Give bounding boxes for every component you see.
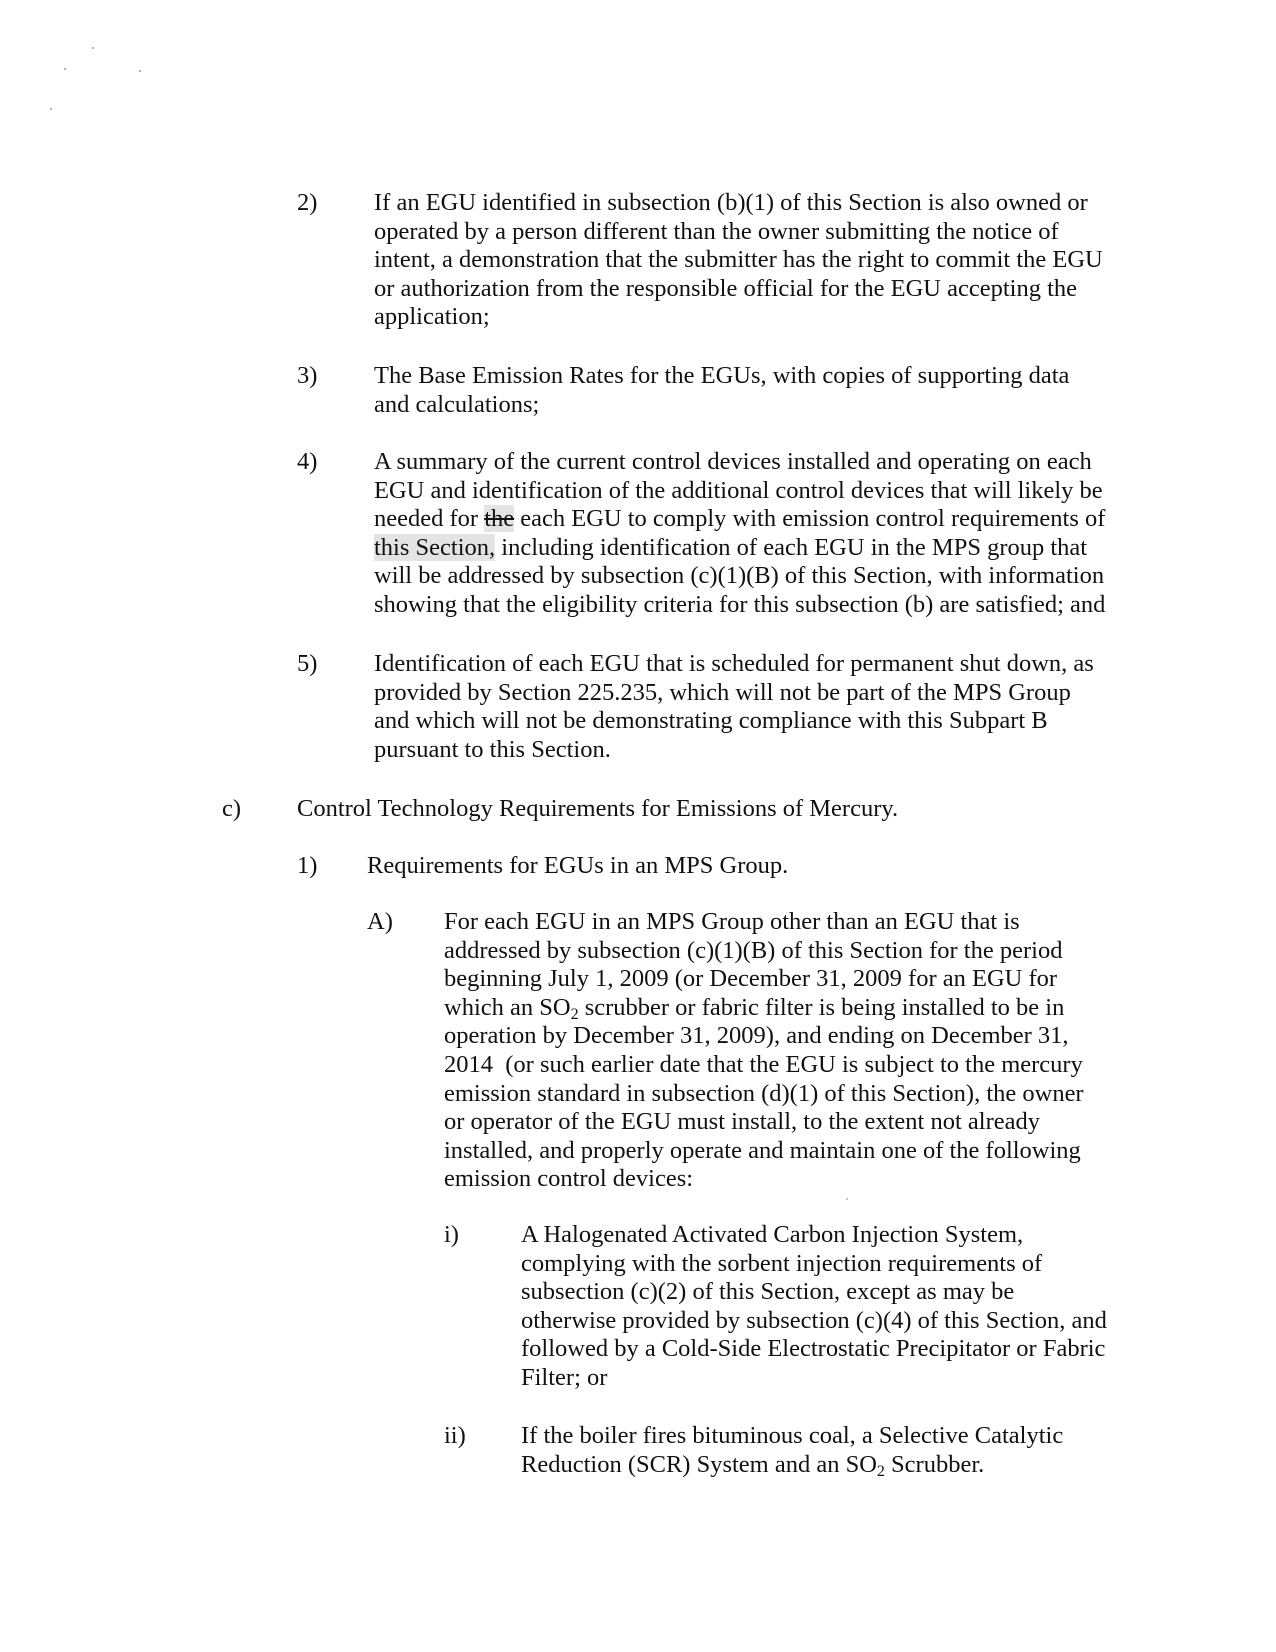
text-line: emission control devices: [444,1165,694,1193]
text-line [444,994,1064,1023]
text-line: A Halogenated Activated Carbon Injection System, [521,1221,1024,1248]
text-line: complying with the sorbent injection requirements of [521,1249,1043,1277]
text-line: If an EGU identified in subsection (b)(1) of this Section is also owned or [374,189,1088,216]
text-line: beginning July 1, 2009 (or December 31, 2009 for an EGU for [444,965,1058,993]
text-line: and which will not be demonstrating compliance with this Subpart B [374,707,1048,735]
text-line: Identification of each EGU that is scheduled for permanent shut down, as [374,650,1094,677]
text-line: followed by a Cold-Side Electrostatic Precipitator or Fabric [521,1335,1106,1363]
text-line: addressed by subsection (c)(1)(B) of this Section for the period [444,936,1063,964]
text-line: The Base Emission Rates for the EGUs, with copies of supporting data [374,362,1070,389]
text-segment: needed for [374,505,485,533]
text-line: Filter; or [521,1364,608,1391]
scan-speck [64,68,66,70]
heading-text: Control Technology Requirements for Emissions of Mercury. [297,795,899,822]
item-marker: 3) [297,362,318,389]
struck-text: the [484,505,515,533]
text-line: provided by Section 225.235, which will not be part of the MPS Group [374,678,1071,706]
item-marker: 5) [297,650,318,677]
text-line [374,505,1105,534]
text-line: emission standard in subsection (d)(1) of this Section), the owner [444,1079,1084,1107]
heading-text: Requirements for EGUs in an MPS Group. [367,852,789,879]
text-line: EGU and identification of the additional control devices that will likely be [374,476,1103,504]
text-line: A summary of the current control devices installed and operating on each [374,448,1092,475]
text-line [521,1451,984,1480]
item-marker: ii) [444,1422,466,1449]
text-line: and calculations; [374,390,540,418]
text-segment: which an SO [444,993,571,1021]
text-line: 2014 (or such earlier date that the EGU is subject to the mercury [444,1051,1083,1078]
text-line: will be addressed by subsection (c)(1)(B) of this Section, with information [374,562,1105,590]
text-line: or authorization from the responsible official for the EGU accepting the [374,274,1077,302]
item-marker: 4) [297,448,318,475]
item-marker: 2) [297,189,318,216]
text-segment: scrubber or fabric filter is being installed to be in [578,993,1065,1021]
text-line: intent, a demonstration that the submitter has the right to commit the EGU [374,246,1103,274]
text-line: operation by December 31, 2009), and ending on December 31, [444,1022,1069,1050]
text-line: showing that the eligibility criteria for this subsection (b) are satisfied; and [374,591,1106,618]
text-line: installed, and properly operate and maintain one of the following [444,1136,1081,1164]
text-line: otherwise provided by subsection (c)(4) of this Section, and [521,1306,1107,1334]
scan-speck [92,47,94,49]
text-line: pursuant to this Section. [374,735,611,763]
highlighted-text: this Section, [374,533,496,561]
item-marker: c) [222,795,242,822]
item-marker: A) [367,908,393,935]
subscript: 2 [570,1005,579,1023]
item-marker: i) [444,1221,459,1248]
subscript: 2 [876,1462,885,1480]
text-segment: Scrubber. [884,1450,985,1478]
text-line: application; [374,303,490,331]
text-line: If the boiler fires bituminous coal, a Selective Catalytic [521,1422,1064,1449]
scan-speck [50,108,52,110]
text-line: operated by a person different than the owner submitting the notice of [374,217,1059,245]
text-segment: Reduction (SCR) System and an SO [521,1450,877,1478]
text-line: subsection (c)(2) of this Section, except as may be [521,1278,1015,1306]
scan-speck [846,1198,848,1200]
text-line: or operator of the EGU must install, to the extent not already [444,1108,1041,1136]
scan-speck [139,70,141,72]
text-segment: each EGU to comply with emission control requirements of [514,505,1106,533]
text-segment: including identification of each EGU in the MPS group that [495,533,1088,561]
text-line [374,534,1087,563]
item-marker: 1) [297,852,318,879]
text-line: For each EGU in an MPS Group other than an EGU that is [444,908,1020,935]
